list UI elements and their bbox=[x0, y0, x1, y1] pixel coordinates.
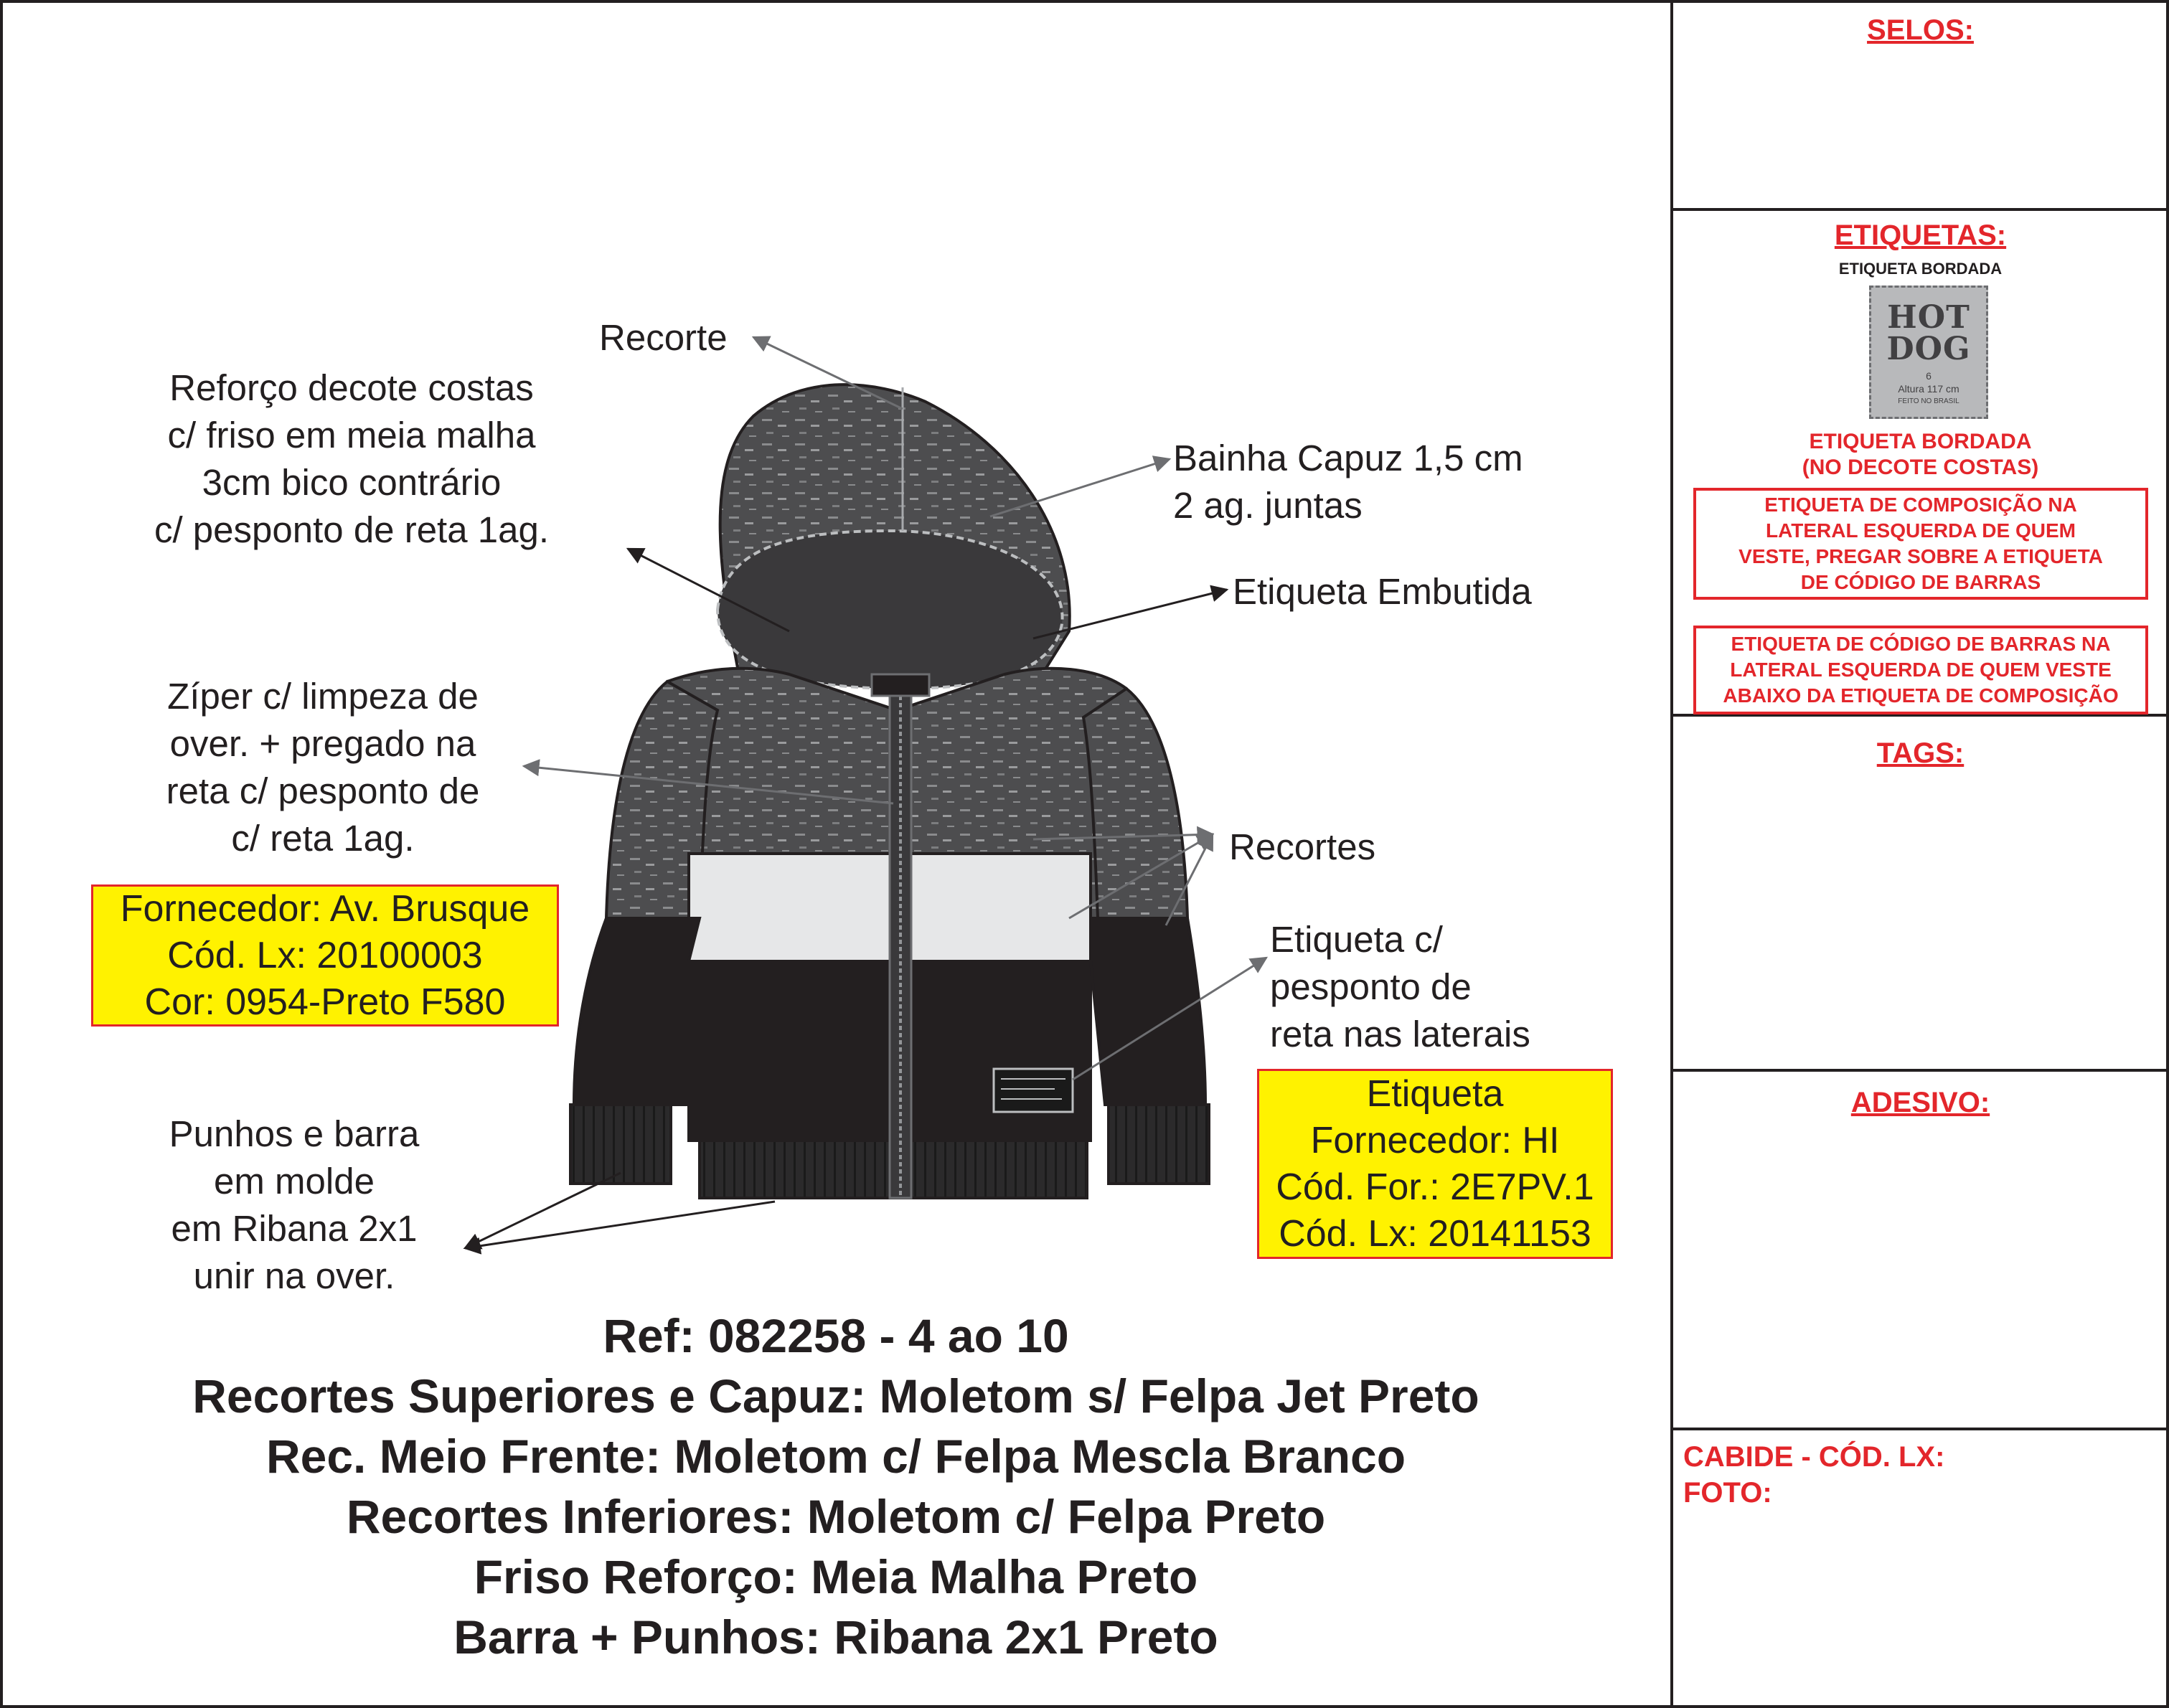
cabide-label: CABIDE - CÓD. LX: bbox=[1683, 1441, 1945, 1473]
note-etiqueta-lateral-line: pesponto de bbox=[1270, 966, 1472, 1007]
note-reforco-line: c/ pesponto de reta 1ag. bbox=[154, 509, 550, 550]
spec-line: Recortes Inferiores: Moletom c/ Felpa Preto bbox=[346, 1490, 1326, 1543]
supplier-zipper-line: Cor: 0954-Preto F580 bbox=[144, 981, 506, 1023]
right-cuff bbox=[1109, 1105, 1209, 1184]
note-ziper-line: c/ reta 1ag. bbox=[231, 818, 415, 859]
supplier-zipper-line: Cód. Lx: 20100003 bbox=[167, 934, 483, 976]
note-punhos-line: em Ribana 2x1 bbox=[171, 1208, 418, 1249]
composition-line: ETIQUETA DE COMPOSIÇÃO NA bbox=[1764, 494, 2077, 516]
spec-line: Rec. Meio Frente: Moletom c/ Felpa Mescla Branco bbox=[265, 1430, 1406, 1483]
zipper-pull bbox=[872, 674, 929, 696]
spec-line: Barra + Punhos: Ribana 2x1 Preto bbox=[453, 1610, 1218, 1664]
spec-line: Friso Reforço: Meia Malha Preto bbox=[474, 1550, 1198, 1603]
label-brand-line2: DOG bbox=[1886, 331, 1971, 367]
note-reforco bbox=[93, 364, 610, 554]
note-punhos-line: unir na over. bbox=[193, 1255, 395, 1296]
note-reforco-line: c/ friso em meia malha bbox=[167, 415, 536, 456]
sidebar-rule-3 bbox=[1672, 1069, 2169, 1072]
tags-title: TAGS: bbox=[1876, 737, 1965, 769]
spec-reference: Ref: 082258 - 4 ao 10 bbox=[603, 1309, 1069, 1362]
embroidered-label-image bbox=[1869, 286, 1988, 419]
note-recortes: Recortes bbox=[1229, 826, 1376, 867]
barcode-line: ABAIXO DA ETIQUETA DE COMPOSIÇÃO bbox=[1723, 684, 2119, 707]
sidebar-rule-4 bbox=[1672, 1428, 2169, 1430]
note-punhos bbox=[115, 1110, 474, 1300]
etiqueta-bordada-note bbox=[1672, 429, 2169, 481]
adesivo-title: ADESIVO: bbox=[1850, 1087, 1990, 1118]
supplier-label-line: Etiqueta bbox=[1366, 1072, 1504, 1115]
supplier-zipper-box bbox=[91, 884, 559, 1027]
supplier-label-line: Cód. Lx: 20141153 bbox=[1279, 1212, 1591, 1255]
note-etiqueta-embutida: Etiqueta Embutida bbox=[1233, 571, 1532, 612]
note-punhos-line: em molde bbox=[214, 1161, 375, 1202]
note-punhos-line: Punhos e barra bbox=[169, 1113, 420, 1154]
right-sleeve-lower bbox=[1091, 918, 1205, 1105]
note-reforco-line: Reforço decote costas bbox=[169, 367, 534, 408]
spec-line: Recortes Superiores e Capuz: Moletom s/ Felpa Jet Preto bbox=[192, 1369, 1479, 1422]
note-bainha bbox=[1173, 435, 1523, 529]
left-cuff bbox=[570, 1105, 671, 1184]
supplier-label-line: Cód. For.: 2E7PV.1 bbox=[1276, 1166, 1594, 1208]
right-sleeve-upper bbox=[1083, 689, 1187, 918]
foto-label: FOTO: bbox=[1683, 1477, 1772, 1509]
etiquetas-title: ETIQUETAS: bbox=[1834, 220, 2007, 251]
composition-line: DE CÓDIGO DE BARRAS bbox=[1800, 571, 2041, 593]
note-bainha-line: 2 ag. juntas bbox=[1173, 485, 1363, 526]
etiqueta-bordada-note-line2: (NO DECOTE COSTAS) bbox=[1802, 456, 2039, 479]
note-etiqueta-lateral-line: reta nas laterais bbox=[1270, 1014, 1530, 1054]
composition-line: VESTE, PREGAR SOBRE A ETIQUETA bbox=[1739, 545, 2103, 567]
note-etiqueta-lateral-line: Etiqueta c/ bbox=[1270, 919, 1443, 960]
barcode-line: LATERAL ESQUERDA DE QUEM VESTE bbox=[1730, 659, 2112, 681]
etiqueta-bordada-note-line1: ETIQUETA BORDADA bbox=[1809, 430, 2032, 453]
supplier-label-box bbox=[1257, 1069, 1613, 1259]
note-etiqueta-lateral bbox=[1270, 916, 1530, 1058]
left-sleeve-lower bbox=[574, 918, 700, 1105]
selos-title: SELOS: bbox=[1867, 14, 1974, 46]
label-origin: FEITO NO BRASIL bbox=[1898, 397, 1959, 405]
supplier-label-line: Fornecedor: HI bbox=[1310, 1119, 1560, 1161]
sidebar-rule-1 bbox=[1672, 208, 2169, 211]
note-ziper bbox=[122, 673, 524, 862]
barcode-label-box bbox=[1693, 626, 2148, 714]
label-height: Altura 117 cm bbox=[1898, 383, 1959, 395]
side-label bbox=[994, 1069, 1073, 1112]
note-ziper-line: reta c/ pesponto de bbox=[166, 770, 480, 811]
note-ziper-line: over. + pregado na bbox=[169, 723, 476, 764]
cabide-foto-block bbox=[1683, 1439, 1944, 1511]
note-bainha-line: Bainha Capuz 1,5 cm bbox=[1173, 438, 1523, 478]
note-reforco-line: 3cm bico contrário bbox=[202, 462, 502, 503]
label-brand-line1: HOT bbox=[1887, 299, 1970, 336]
barcode-line: ETIQUETA DE CÓDIGO DE BARRAS NA bbox=[1731, 633, 2111, 655]
note-ziper-line: Zíper c/ limpeza de bbox=[167, 676, 479, 717]
etiqueta-bordada-caption: ETIQUETA BORDADA bbox=[1838, 260, 2003, 278]
note-recorte: Recorte bbox=[599, 317, 728, 358]
composition-line: LATERAL ESQUERDA DE QUEM bbox=[1766, 519, 2076, 542]
label-size: 6 bbox=[1926, 370, 1932, 382]
supplier-zipper-line: Fornecedor: Av. Brusque bbox=[120, 887, 530, 930]
composition-label-box bbox=[1693, 488, 2148, 600]
spec-block bbox=[0, 1306, 1672, 1667]
